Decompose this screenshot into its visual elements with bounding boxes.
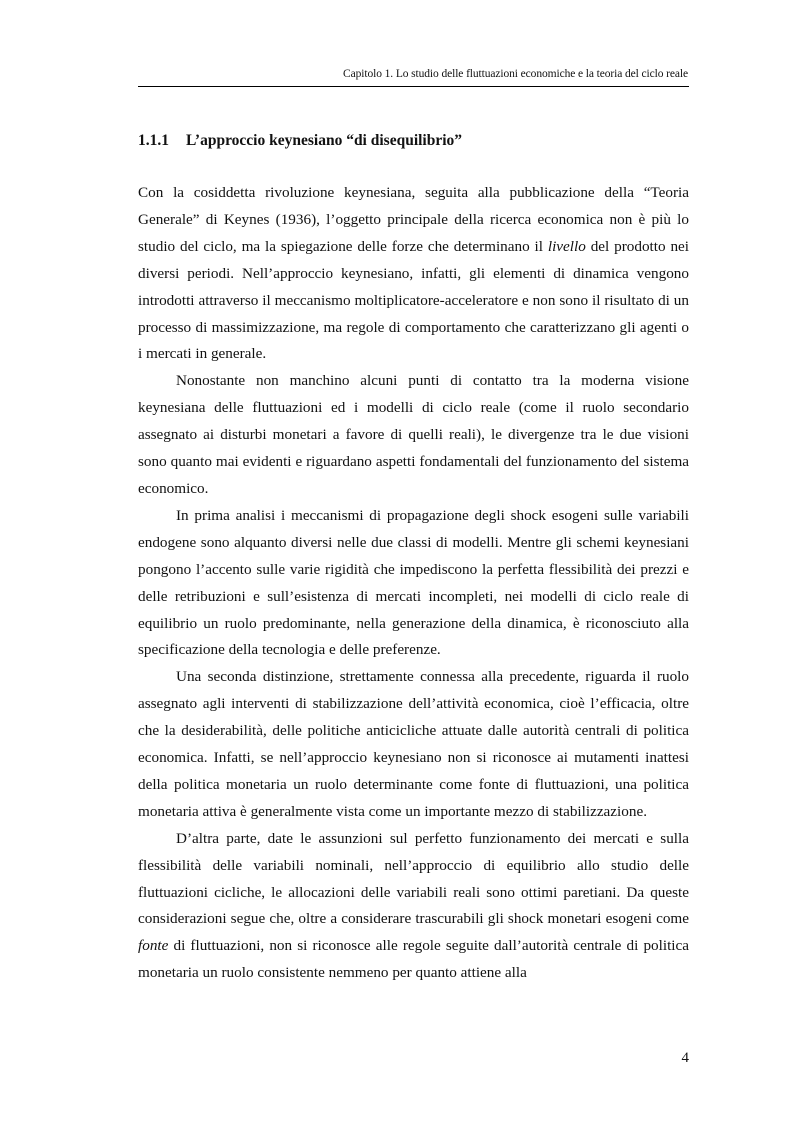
section-title: L’approccio keynesiano “di disequilibrio”	[186, 132, 463, 149]
paragraph-5-text-a: D’altra parte, date le assunzioni sul perfetto funzionamento dei mercati e sulla flessibilità delle variabili nominali, nell’approccio di equilibrio allo studio delle fluttuazioni cicliche, le allocazioni delle variabili reali sono ottimi paretiani. Da queste considerazioni segue che, oltre a considerare trascurabili gli shock monetari esogeni come	[138, 829, 689, 928]
paragraph-1-text-a: Con la cosiddetta rivoluzione keynesiana, seguita alla pubblicazione della “Teoria Generale” di Keynes (1936), l’oggetto principale della ricerca economica non è più lo studio del ciclo, ma la spiegazione delle forze che determinano il	[138, 184, 689, 255]
section-heading	[138, 132, 462, 150]
emphasis-fonte: fonte	[138, 937, 169, 955]
emphasis-livello: livello	[547, 237, 586, 255]
paragraph-4: Una seconda distinzione, strettamente connessa alla precedente, riguarda il ruolo assegnato agli interventi di stabilizzazione dell’attività economica, cioè l’efficacia, oltre che la desiderabilità, delle politiche anticicliche attuate dalle autorità centrali di politica economica. Infatti, se nell’approccio keynesiano non si riconosce ai mutamenti inattesi della politica monetaria un ruolo determinante come fonte di fluttuazioni, una politica monetaria attiva è generalmente vista come un importante mezzo di stabilizzazione.	[138, 668, 689, 820]
page-number: 4	[681, 1050, 689, 1066]
section-number: 1.1.1	[138, 132, 169, 149]
paragraph-5	[138, 826, 689, 987]
body-text	[138, 180, 689, 987]
header-rule	[138, 86, 689, 87]
paragraph-1-text-b: del prodotto nei diversi periodi. Nell’approccio keynesiano, infatti, gli elementi di dinamica vengono introdotti attraverso il meccanismo moltiplicatore-acceleratore e non sono il risultato di un processo di massimizzazione, ma regole di comportamento che caratterizzano gli agenti o i mercati in generale.	[138, 237, 690, 363]
paragraph-2: Nonostante non manchino alcuni punti di contatto tra la moderna visione keynesiana delle fluttuazioni ed i modelli di ciclo reale (come il ruolo secondario assegnato ai disturbi monetari a favore di quelli reali), le divergenze tra le due visioni sono quanto mai evidenti e riguardano aspetti fondamentali del funzionamento del sistema economico.	[138, 372, 689, 497]
paragraph-5-text-b: di fluttuazioni, non si riconosce alle regole seguite dall’autorità centrale di politica monetaria un ruolo consistente nemmeno per quanto attiene alla	[138, 937, 689, 982]
paragraph-3: In prima analisi i meccanismi di propagazione degli shock esogeni sulle variabili endogene sono alquanto diversi nelle due classi di modelli. Mentre gli schemi keynesiani pongono l’accento sulle varie rigidità che impediscono la perfetta flessibilità dei prezzi e delle retribuzioni e sull’esistenza di mercati incompleti, nei modelli di ciclo reale di equilibrio un ruolo predominante, nella generazione della dinamica, è riconosciuto alla specificazione della tecnologia e delle preferenze.	[138, 506, 689, 659]
running-head: Capitolo 1. Lo studio delle fluttuazioni economiche e la teoria del ciclo reale	[343, 68, 688, 80]
paragraph-1	[138, 180, 689, 368]
